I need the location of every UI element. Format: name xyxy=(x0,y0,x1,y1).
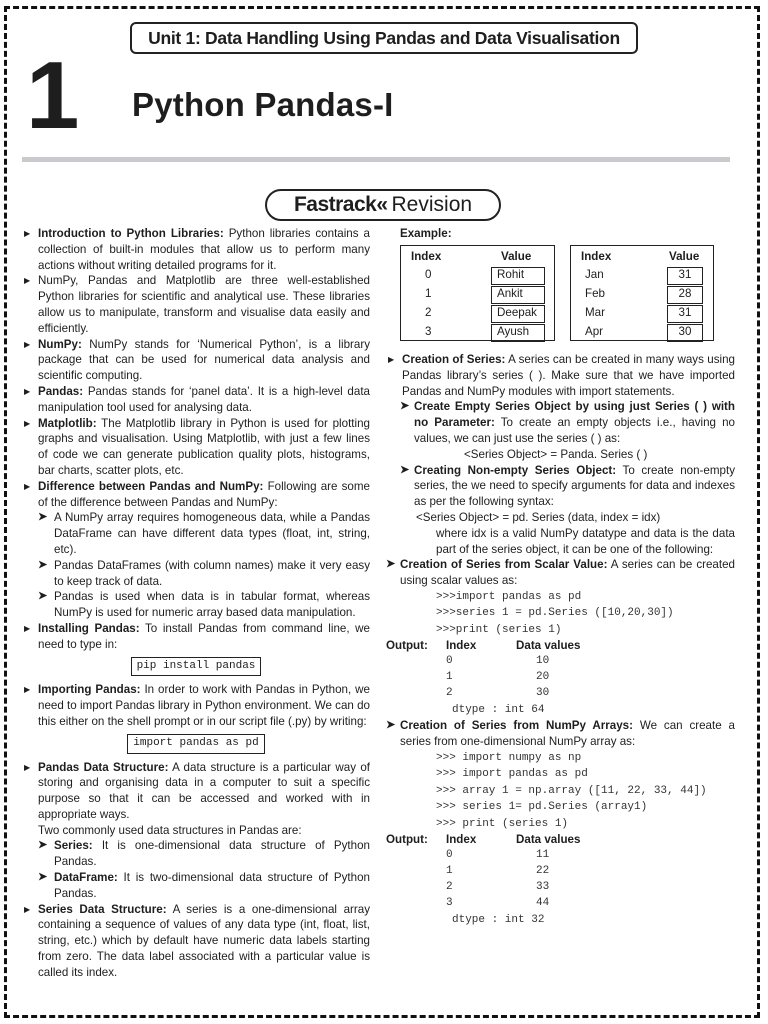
output-index: 1 xyxy=(446,670,453,683)
left-column xyxy=(22,226,370,981)
series-def: ➤ Series: It is one-dimensional data structure of Python Pandas. xyxy=(22,838,370,870)
header-divider xyxy=(22,157,730,162)
nonempty-where: where idx is a valid NumPy datatype and data is the data part of the series object, it can be one of the following: xyxy=(436,526,735,556)
table-header-index: Index xyxy=(581,250,612,263)
chapter-number: 1 xyxy=(26,42,80,149)
data-structure-two: Two commonly used data structures in Pandas are: xyxy=(38,823,302,837)
table-index-cell: 0 xyxy=(425,268,432,281)
table-value-cell: 28 xyxy=(667,286,703,304)
difference-item: ➤ A NumPy array requires homogeneous data, while a Pandas DataFrame can have different data types (float, int, string, etc). xyxy=(22,510,370,557)
chevron-mark-icon: « xyxy=(376,193,388,216)
example-label: Example: xyxy=(400,227,452,240)
output-value: 22 xyxy=(536,864,550,877)
example-table-numeric-index xyxy=(400,245,555,341)
right-column-body xyxy=(386,352,735,928)
badge-brand: Fastrack« xyxy=(293,193,388,216)
creation-of-series: ▶ Creation of Series: A series can be created in many ways using Pandas library’s series ( ). Make sure that we have imported Pandas and NumPy modules with import statements. xyxy=(386,352,735,399)
table-value-cell: Rohit xyxy=(491,267,545,285)
table-header-value: Value xyxy=(501,250,532,263)
pandas-def: ▶ Pandas: Pandas stands for ‘panel data’. It is a high-level data manipulation tool used for analysing data. xyxy=(22,384,370,416)
code-line: >>>import pandas as pd xyxy=(436,590,582,603)
scalar-output xyxy=(386,654,735,702)
numpy-output xyxy=(386,848,735,912)
import-code: import pandas as pd xyxy=(127,734,264,754)
table-header-index: Index xyxy=(411,250,442,263)
unit-title: Unit 1: Data Handling Using Pandas and Data Visualisation xyxy=(148,27,620,48)
importing-pandas: ▶ Importing Pandas: In order to work with Pandas in Python, we need to import Pandas library in Python environment. We can do this either on the shell prompt or in our script file (.py) by writing: xyxy=(22,682,370,729)
intro-libraries: ▶ Introduction to Python Libraries: Python libraries contains a collection of built-in modules that allow us to perform many actions without writing detailed programs for it. xyxy=(22,226,370,273)
table-index-cell: Mar xyxy=(585,306,605,319)
output-value: 10 xyxy=(536,654,550,667)
table-index-cell: 3 xyxy=(425,325,432,338)
table-index-cell: Apr xyxy=(585,325,604,338)
numpy-code xyxy=(386,750,735,832)
difference-heading: ▶ Difference between Pandas and NumPy: Following are some of the difference between Pandas and NumPy: xyxy=(22,479,370,511)
output-value: 33 xyxy=(536,880,550,893)
table-index-cell: 2 xyxy=(425,306,432,319)
scalar-code xyxy=(386,589,735,638)
table-value-cell: Deepak xyxy=(491,305,545,323)
difference-item: ➤ Pandas is used when data is in tabular format, whereas NumPy is used for numeric array based data manipulation. xyxy=(22,589,370,621)
table-index-cell: Jan xyxy=(585,268,604,281)
scalar-dtype: dtype : int 64 xyxy=(452,703,545,716)
chapter-title: Python Pandas-I xyxy=(132,86,394,123)
table-value-cell: Ankit xyxy=(491,286,545,304)
output-index: 3 xyxy=(446,896,453,909)
table-value-cell: 31 xyxy=(667,267,703,285)
code-line: >>> print (series 1) xyxy=(436,817,569,830)
numpy-def: ▶ NumPy: NumPy stands for ‘Numerical Python’, is a library package that can be used for numerical data analysis and scientific computing. xyxy=(22,337,370,384)
code-line: >>> import numpy as np xyxy=(436,751,582,764)
unit-heading xyxy=(130,22,638,54)
code-line: >>> import pandas as pd xyxy=(436,768,588,781)
numpy-output-header: Output: Index Data values xyxy=(386,833,581,846)
installing-pandas: ▶ Installing Pandas: To install Pandas from command line, we need to type in: xyxy=(22,621,370,653)
output-value: 30 xyxy=(536,686,550,699)
output-value: 11 xyxy=(536,848,550,861)
libraries-overview: ▶ NumPy, Pandas and Matplotlib are three well-established Python libraries for scientific and analytical use. These libraries allow us to manipulate, transform and visualise data easily and efficiently. xyxy=(22,273,370,336)
numpy-series: ➤ Creation of Series from NumPy Arrays: We can create a series from one-dimensional NumPy array as: xyxy=(386,718,735,750)
empty-syntax: <Series Object> = Panda. Series ( ) xyxy=(464,447,648,461)
numpy-dtype: dtype : int 32 xyxy=(452,913,545,926)
right-column xyxy=(400,226,735,242)
code-line: >>> array 1 = np.array ([11, 22, 33, 44]) xyxy=(436,784,707,797)
scalar-series: ➤ Creation of Series from Scalar Value: A series can be created using scalar values as: xyxy=(386,557,735,589)
badge-label: Revision xyxy=(391,193,473,216)
output-index: 1 xyxy=(446,864,453,877)
output-value: 20 xyxy=(536,670,550,683)
example-table-month-index xyxy=(570,245,714,341)
output-index: 0 xyxy=(446,848,453,861)
code-line: >>>print (series 1) xyxy=(436,623,562,636)
table-value-cell: Ayush xyxy=(491,324,545,342)
output-value: 44 xyxy=(536,896,550,909)
code-line: >>> series 1= pd.Series (array1) xyxy=(436,801,648,814)
table-value-cell: 30 xyxy=(667,324,703,342)
code-line: >>>series 1 = pd.Series ([10,20,30]) xyxy=(436,607,674,620)
nonempty-series: ➤ Creating Non-empty Series Object: To create non-empty series, the we need to specify arguments for data and indexes as per the following syntax: xyxy=(400,463,735,510)
empty-series: ➤ Create Empty Series Object by using just Series ( ) with no Parameter: To create an empty objects i.e., having no values, we can just use the series ( ) as: xyxy=(400,399,735,446)
output-index: 0 xyxy=(446,654,453,667)
output-index: 2 xyxy=(446,686,453,699)
nonempty-syntax: <Series Object> = pd. Series (data, index = idx) xyxy=(416,510,661,524)
dataframe-def: ➤ DataFrame: It is two-dimensional data structure of Python Pandas. xyxy=(22,870,370,902)
table-value-cell: 31 xyxy=(667,305,703,323)
data-structure-def: ▶ Pandas Data Structure: A data structure is a particular way of storing and organising data in a computer to suit a specific purpose so that it can be accessed and worked with in appropriate ways. xyxy=(22,760,370,823)
table-header-value: Value xyxy=(669,250,700,263)
matplotlib-def: ▶ Matplotlib: The Matplotlib library in Python is used for plotting graphs and visualisation. Using Matplotlib, with just a few lines of code we can generate publication quality plots, histograms, bar charts, scatter plots, etc. xyxy=(22,416,370,479)
scalar-output-header: Output: Index Data values xyxy=(386,639,581,653)
output-index: 2 xyxy=(446,880,453,893)
install-code: pip install pandas xyxy=(131,657,262,677)
series-data-structure: ▶ Series Data Structure: A series is a one-dimensional array containing a sequence of values of any data type (int, float, list, string, etc.) which by default have numeric data labels starting from zero. The data label associated with a particular value is called its index. xyxy=(22,902,370,981)
table-index-cell: Feb xyxy=(585,287,605,300)
difference-item: ➤ Pandas DataFrames (with column names) make it very easy to keep track of data. xyxy=(22,558,370,590)
fastrack-revision-badge xyxy=(265,189,501,221)
table-index-cell: 1 xyxy=(425,287,432,300)
